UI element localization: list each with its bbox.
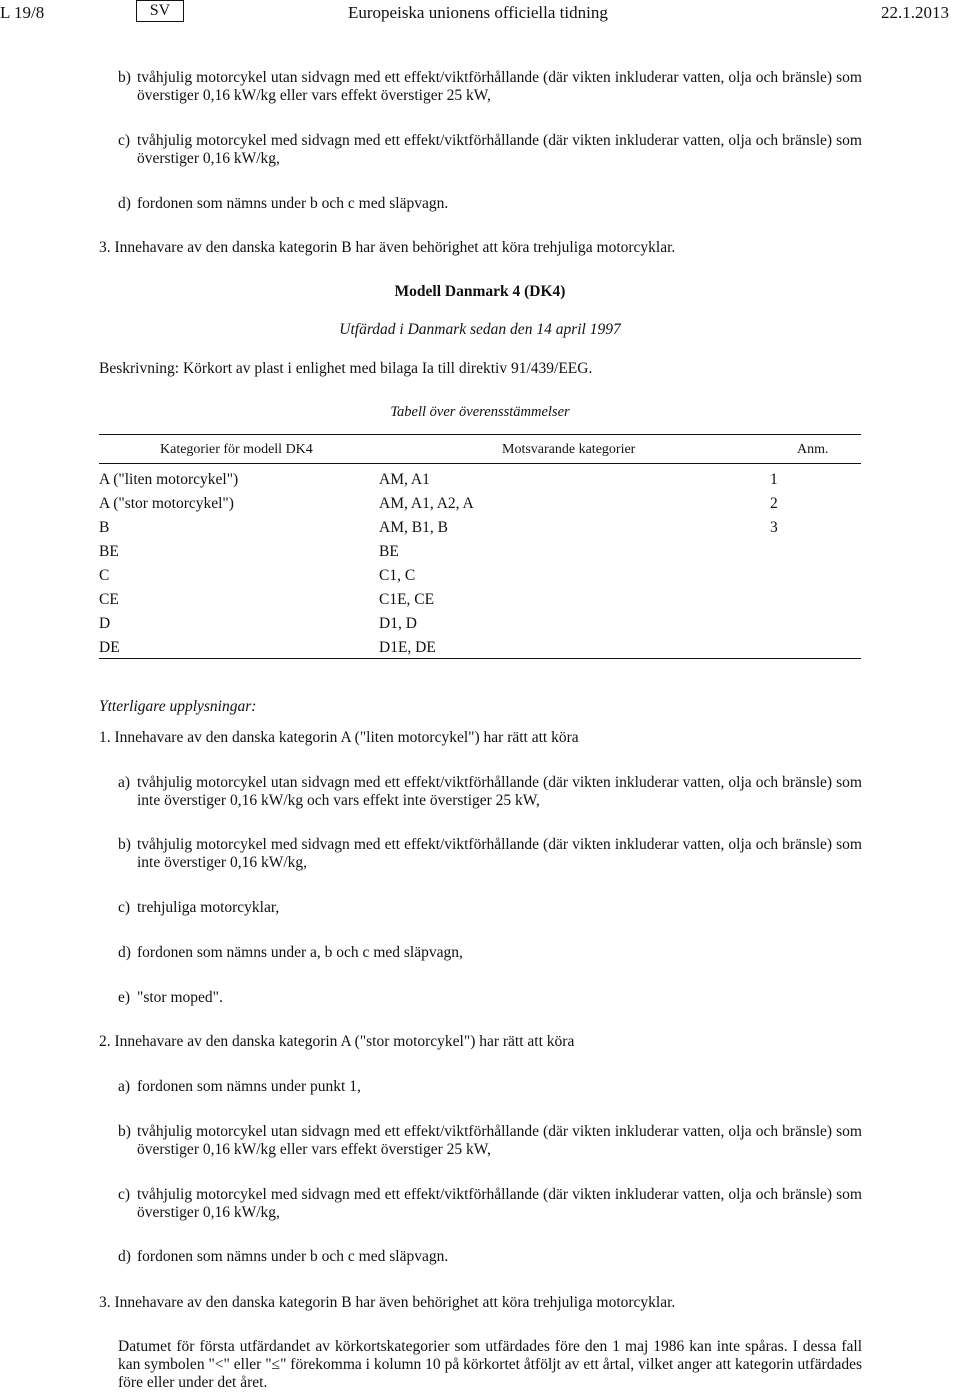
item-label: d) (118, 944, 131, 961)
item-label: b) (118, 836, 131, 853)
cell-equivalent: D1E, DE (379, 639, 436, 656)
cell-equivalent: C1E, CE (379, 591, 435, 608)
item-label: a) (118, 774, 131, 791)
top-item-c (118, 132, 862, 168)
item-label: d) (118, 195, 131, 212)
cell-category: D (99, 615, 111, 632)
item-text: tvåhjulig motorcykel med sidvagn med ett effekt/viktförhållande (där vikten inkluderar vatten, olja och bränsle) som inte överstiger 0,16 kW/kg, (137, 836, 862, 871)
cell-equivalent: AM, B1, B (379, 519, 448, 536)
cell-category: A ("stor motorcykel") (99, 495, 234, 512)
cell-category: A ("liten motorcykel") (99, 471, 239, 488)
item-label: b) (118, 69, 131, 86)
item-text: fordonen som nämns under b och c med släpvagn. (137, 195, 449, 212)
cell-category: CE (99, 591, 119, 608)
final-note: Datumet för första utfärdandet av körkortskategorier som utfärdades före den 1 maj 1986 kan inte spåras. I dessa fall kan symbolen "<" eller "≤" förekomma i kolumn 10 på körkortet åtföljt av ett årtal, vilket anger att kategorin utfärdades före eller under det året. (118, 1338, 862, 1391)
item-label: c) (118, 132, 131, 149)
point2-item-d (118, 1248, 862, 1266)
cell-note: 3 (770, 519, 778, 536)
table-header-categories: Kategorier för modell DK4 (160, 442, 313, 457)
further-info-title: Ytterligare upplysningar: (99, 698, 257, 715)
item-text: tvåhjulig motorcykel med sidvagn med ett effekt/viktförhållande (där vikten inkluderar vatten, olja och bränsle) som överstiger 0,16 kW/kg, (137, 1186, 862, 1221)
item-label: c) (118, 1186, 131, 1203)
top-item-b (118, 69, 862, 105)
table-header-notes: Anm. (797, 442, 829, 457)
item-text: fordonen som nämns under punkt 1, (137, 1078, 361, 1095)
item-text: tvåhjulig motorcykel utan sidvagn med ett effekt/viktförhållande (där vikten inkluderar vatten, olja och bränsle) som överstiger 0,16 kW/kg eller vars effekt överstiger 25 kW, (137, 1123, 862, 1158)
point1-item-e (118, 989, 862, 1007)
point2-item-c (118, 1186, 862, 1222)
point1-item-a (118, 774, 862, 810)
publication-date: 22.1.2013 (881, 3, 949, 22)
cell-category: DE (99, 639, 120, 656)
cell-category: B (99, 519, 110, 536)
table-caption: Tabell över överensstämmelser (390, 404, 570, 420)
journal-title: Europeiska unionens officiella tidning (348, 3, 608, 22)
point-2: 2. Innehavare av den danska kategorin A ("stor motorcykel") har rätt att köra (99, 1033, 575, 1050)
point1-item-c (118, 899, 862, 917)
point-1: 1. Innehavare av den danska kategorin A ("liten motorcykel") har rätt att köra (99, 729, 579, 746)
item-text: "stor moped". (137, 989, 223, 1006)
item-label: c) (118, 899, 131, 916)
item-text: tvåhjulig motorcykel utan sidvagn med ett effekt/viktförhållande (där vikten inkluderar vatten, olja och bränsle) som inte överstiger 0,16 kW/kg och vars effekt inte överstiger 25 kW, (137, 774, 862, 809)
table-header-equivalent: Motsvarande kategorier (502, 442, 636, 457)
item-label: b) (118, 1123, 131, 1140)
item-text: tvåhjulig motorcykel med sidvagn med ett effekt/viktförhållande (där vikten inkluderar vatten, olja och bränsle) som överstiger 0,16 kW/kg, (137, 132, 862, 167)
top-item-d (118, 195, 862, 213)
cell-note: 1 (770, 471, 778, 488)
table-top-rule (99, 434, 861, 435)
item-label: e) (118, 989, 131, 1006)
cell-category: BE (99, 543, 119, 560)
table-header-rule (99, 463, 861, 464)
item-label: d) (118, 1248, 131, 1265)
item-text: fordonen som nämns under b och c med släpvagn. (137, 1248, 449, 1265)
language-badge: SV (136, 0, 184, 22)
cell-category: C (99, 567, 110, 584)
model-title: Modell Danmark 4 (DK4) (394, 283, 566, 300)
point-3: 3. Innehavare av den danska kategorin B har även behörighet att köra trehjuliga motorcyklar. (99, 1294, 676, 1311)
table-bottom-rule (99, 658, 861, 659)
point2-item-b (118, 1123, 862, 1159)
top-point-3: 3. Innehavare av den danska kategorin B har även behörighet att köra trehjuliga motorcyklar. (99, 239, 676, 256)
item-label: a) (118, 1078, 131, 1095)
model-description: Beskrivning: Körkort av plast i enlighet med bilaga Ia till direktiv 91/439/EEG. (99, 360, 593, 377)
item-text: fordonen som nämns under a, b och c med släpvagn, (137, 944, 463, 961)
cell-equivalent: D1, D (379, 615, 417, 632)
page-reference: L 19/8 (0, 3, 45, 22)
cell-equivalent: BE (379, 543, 399, 560)
point1-item-b (118, 836, 862, 872)
model-subtitle: Utfärdad i Danmark sedan den 14 april 1997 (339, 321, 621, 338)
point2-item-a (118, 1078, 862, 1096)
cell-equivalent: C1, C (379, 567, 416, 584)
cell-equivalent: AM, A1, A2, A (379, 495, 474, 512)
item-text: trehjuliga motorcyklar, (137, 899, 280, 916)
point1-item-d (118, 944, 862, 962)
item-text: tvåhjulig motorcykel utan sidvagn med ett effekt/viktförhållande (där vikten inkluderar vatten, olja och bränsle) som överstiger 0,16 kW/kg eller vars effekt överstiger 25 kW, (137, 69, 862, 104)
cell-equivalent: AM, A1 (379, 471, 430, 488)
cell-note: 2 (770, 495, 778, 512)
